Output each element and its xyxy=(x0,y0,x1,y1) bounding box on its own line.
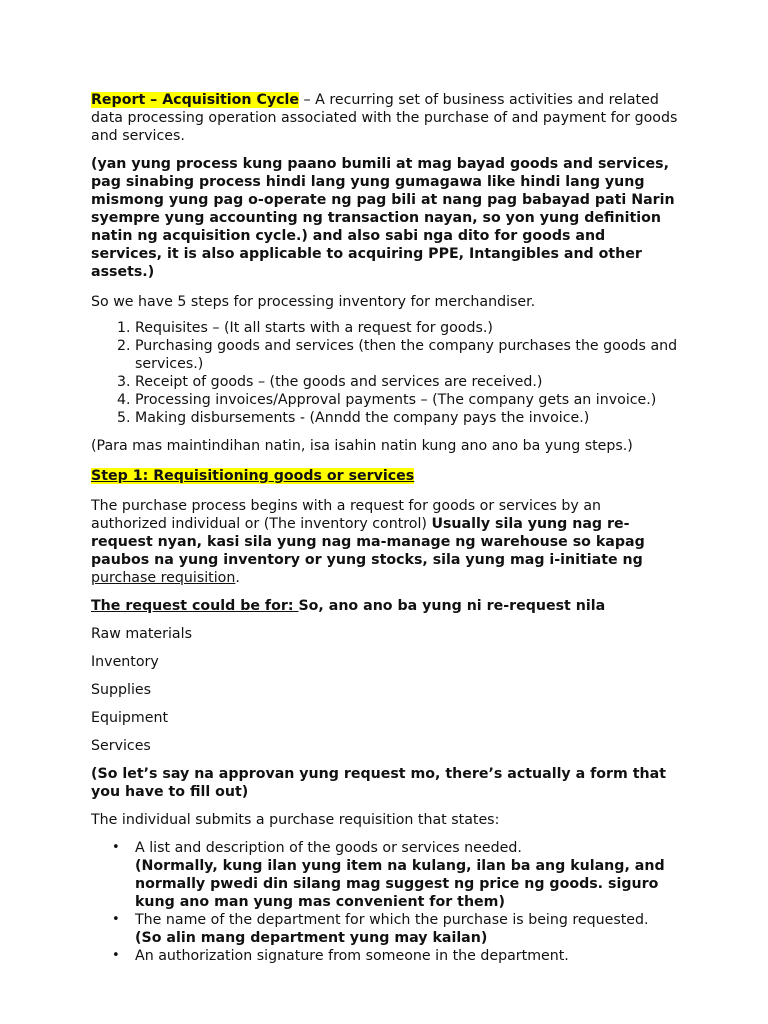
bullet-text: The name of the department for which the purchase is being requested. xyxy=(135,912,649,928)
report-title: Report – Acquisition Cycle xyxy=(91,92,300,108)
requisition-bullets xyxy=(91,839,681,965)
request-line xyxy=(91,597,681,615)
bullet-icon: • xyxy=(112,840,120,855)
bullet-item xyxy=(112,839,681,911)
bullet-note: (Normally, kung ilan yung item na kulang, ilan ba ang kulang, and normally pwedi din silang mag suggest ng price ng goods. siguro kung ano man yung mas convenient for them) xyxy=(135,858,665,910)
step1-paragraph xyxy=(91,497,681,587)
bullet-note: (So alin mang department yung may kailan) xyxy=(135,930,488,946)
request-item: Supplies xyxy=(91,682,152,698)
step1-bold-text: Usually sila yung nag re-request nyan, kasi sila yung nag ma-manage ng warehouse so kapag paubos na yung inventory or yung stocks, sila yung mag i-initiate ng xyxy=(91,516,645,568)
request-item: Raw materials xyxy=(91,626,192,642)
step-item: 5. Making disbursements - (Anndd the company pays the invoice.) xyxy=(135,409,681,427)
step1-plain-text: The purchase process begins with a request for goods or services by an authorized individual or (The inventory control) xyxy=(91,498,602,532)
steps-list xyxy=(91,319,681,427)
step-item: 4. Processing invoices/Approval payments – (The company gets an invoice.) xyxy=(135,391,681,409)
step-item: 3. Receipt of goods – (the goods and services are received.) xyxy=(135,373,681,391)
bullet-item xyxy=(112,947,681,965)
request-item: Inventory xyxy=(91,654,159,670)
request-item: Equipment xyxy=(91,710,169,726)
bullet-text: A list and description of the goods or services needed. xyxy=(135,840,522,856)
intro-paragraph xyxy=(91,91,681,145)
step-item: 2. Purchasing goods and services (then the company purchases the goods and services.) xyxy=(135,337,681,373)
step1-end: . xyxy=(235,570,240,586)
approve-paragraph: (So let’s say na approvan yung request mo, there’s actually a form that you have to fill out) xyxy=(91,766,667,800)
bullet-icon: • xyxy=(112,948,120,963)
step-item: 1. Requisites – (It all starts with a request for goods.) xyxy=(135,319,681,337)
request-item: Services xyxy=(91,738,151,754)
intro-text: – A recurring set of business activities and related data processing operation associated with the purchase of and payment for goods and services. xyxy=(91,92,678,144)
steps-intro: So we have 5 steps for processing inventory for merchandiser. xyxy=(91,294,536,310)
step1-heading: Step 1: Requisitioning goods or services xyxy=(91,468,415,484)
request-label: The request could be for: xyxy=(91,598,299,614)
explain-paragraph: (Para mas maintindihan natin, isa isahin natin kung ano ano ba yung steps.) xyxy=(91,438,633,454)
explanation-bold-paragraph: (yan yung process kung paano bumili at mag bayad goods and services, pag sinabing process hindi lang yung gumagawa like hindi lang yung mismong yung pag o-operate ng pag bili at nang pag babayad pati Narin syempre yung accounting ng transaction nayan, so yon yung definition natin ng acquisition cycle.) and also sabi nga dito for goods and services, it is also applicable to acquiring PPE, Intangibles and other assets.) xyxy=(91,156,675,280)
request-bold: So, ano ano ba yung ni re-request nila xyxy=(298,598,606,614)
submits-paragraph: The individual submits a purchase requisition that states: xyxy=(91,812,500,828)
document-page xyxy=(91,91,681,965)
step1-heading-line xyxy=(91,467,681,485)
bullet-item xyxy=(112,911,681,947)
bullet-icon: • xyxy=(112,912,120,927)
bullet-text: An authorization signature from someone in the department. xyxy=(135,948,569,964)
purchase-requisition-term: purchase requisition xyxy=(91,570,236,586)
